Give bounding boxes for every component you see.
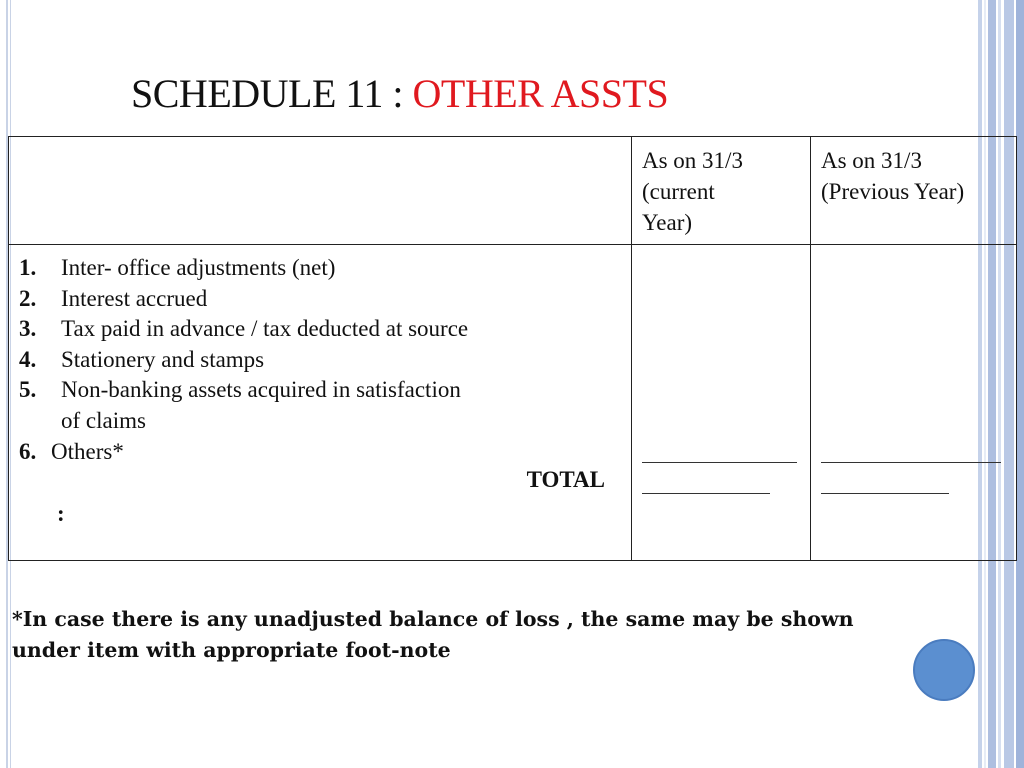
slide-title [131,70,668,117]
item-list [19,253,609,467]
current-year-values-cell [632,245,811,561]
list-item [19,314,609,345]
list-item [19,345,609,376]
item-text: Others* [51,438,124,464]
items-row [9,245,1017,561]
item-number: 3. [19,316,37,342]
item-text: Stationery and stamps [61,346,265,372]
list-item-continuation: of claims [61,407,146,433]
decorative-circle [913,639,975,701]
header-current-line: Year) [642,210,693,235]
item-text: Inter- office adjustments (net) [61,255,336,280]
title-accent: OTHER ASSTS [412,71,669,116]
blank-line [642,493,770,494]
header-current-line: As on 31/3 [642,148,743,173]
item-number: 1. [19,255,37,280]
item-text: Tax paid in advance / tax deducted at source [61,316,469,342]
previous-year-values-cell [811,245,1017,561]
schedule-table [8,136,1017,561]
blank-line [821,462,1001,463]
item-number: 2. [19,285,37,311]
item-text: Non-banking assets acquired in satisfaction [61,377,461,403]
blank-line [642,462,797,463]
items-cell [9,245,632,561]
header-row [9,137,1017,245]
list-item [19,437,609,468]
title-prefix: SCHEDULE 11 : [131,71,404,116]
header-previous-year [811,137,1017,245]
list-item [19,253,609,284]
header-previous-line: As on 31/3 [821,148,922,173]
total-label: TOTAL [526,467,605,492]
header-current-year [632,137,811,245]
header-current-line: (current [642,179,715,204]
item-text: Interest accrued [61,285,208,311]
footnote-line: *In case there is any unadjusted balance of loss , the same may be shown [12,607,854,631]
header-blank-cell [9,137,632,245]
footnote [12,604,992,666]
header-previous-line: (Previous Year) [821,179,965,204]
colon-mark: : [57,501,65,526]
list-item [19,284,609,315]
list-item [19,375,609,406]
item-number: 5. [19,377,37,403]
footnote-line: under item with appropriate foot-note [12,638,451,662]
item-number: 4. [19,346,37,372]
blank-line [821,493,949,494]
item-number: 6. [19,438,37,464]
